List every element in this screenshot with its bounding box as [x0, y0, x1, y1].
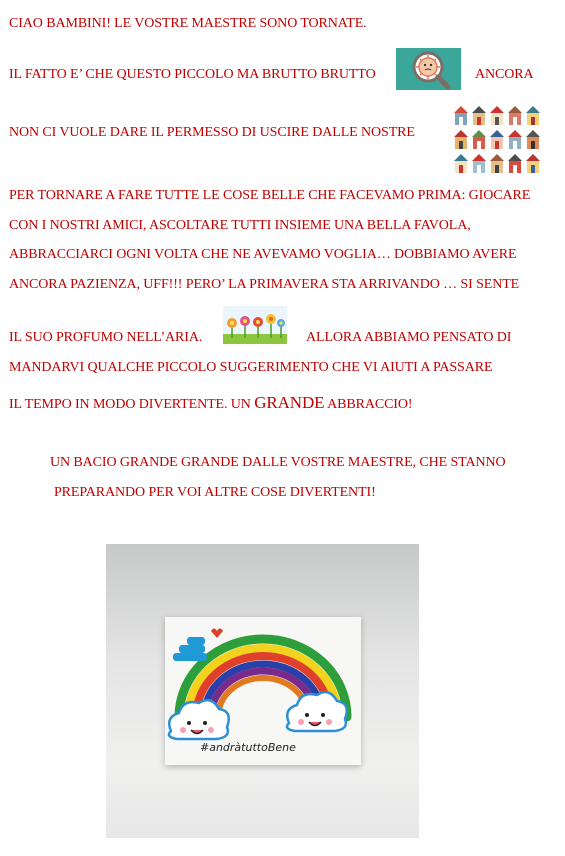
closing-line-1: UN BACIO GRANDE GRANDE DALLE VOSTRE MAESTRE, CHE STANNO [50, 455, 506, 470]
grande-word: GRANDE [254, 393, 325, 412]
line-perfume: IL SUO PROFUMO NELL’ARIA. [9, 330, 203, 345]
line-hug [9, 393, 412, 413]
line-suggestion: MANDARVI QUALCHE PICCOLO SUGGERIMENTO CHE VI AIUTI A PASSARE [9, 360, 493, 375]
line-return: PER TORNARE A FARE TUTTE LE COSE BELLE CHE FACEVAMO PRIMA: GIOCARE [9, 188, 531, 203]
line-spring: ANCORA PAZIENZA, UFF!!! PERO’ LA PRIMAVERA STA ARRIVANDO … SI SENTE [9, 277, 520, 292]
line-permission: NON CI VUOLE DARE IL PERMESSO DI USCIRE DALLE NOSTRE [9, 125, 415, 140]
closing-line-2: PREPARANDO PER VOI ALTRE COSE DIVERTENTI! [54, 485, 376, 500]
line-friends: CON I NOSTRI AMICI, ASCOLTARE TUTTI INSIEME UNA BELLA FAVOLA, [9, 218, 471, 233]
flowers-icon [223, 306, 287, 344]
line-hug-end: ABBRACCIO! [327, 397, 413, 412]
line-virus-end: ANCORA [475, 67, 534, 82]
virus-magnifier-icon [396, 48, 461, 90]
line-hug-start: IL TEMPO IN MODO DIVERTENTE. UN [9, 397, 251, 412]
line-hugs: ABBRACCIARCI OGNI VOLTA CHE NE AVEVAMO VOGLIA… DOBBIAMO AVERE [9, 247, 517, 262]
houses-icon [452, 104, 544, 176]
line-virus-start: IL FATTO E’ CHE QUESTO PICCOLO MA BRUTTO BRUTTO [9, 67, 376, 82]
hashtag-caption: #andràtuttoBene [200, 741, 296, 754]
line-thought: ALLORA ABBIAMO PENSATO DI [306, 330, 512, 345]
line-greeting: CIAO BAMBINI! LE VOSTRE MAESTRE SONO TORNATE. [9, 16, 367, 31]
